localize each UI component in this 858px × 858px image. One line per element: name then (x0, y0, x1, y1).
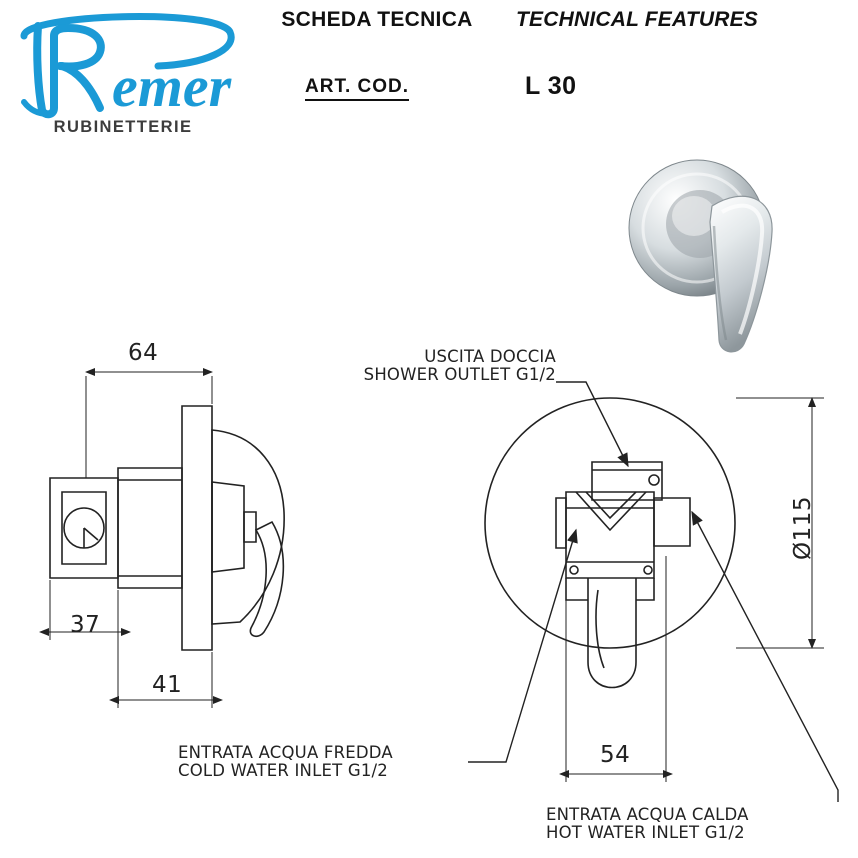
callout-hot-water-inlet-en: HOT WATER INLET G1/2 (546, 823, 745, 843)
dim-label-115: Ø115 (790, 495, 816, 560)
title-italian: SCHEDA TECNICA (281, 8, 473, 31)
callout-cold-water-inlet (178, 744, 468, 781)
dim-64 (86, 372, 212, 478)
title-english: TECHNICAL FEATURES (516, 8, 758, 31)
dim-label-37: 37 (70, 612, 101, 638)
dim-label-64: 64 (128, 340, 159, 366)
callout-cold-water-inlet-en: COLD WATER INLET G1/2 (178, 761, 388, 781)
article-code-value: L 30 (525, 72, 577, 100)
callout-hot-water-inlet (546, 806, 846, 843)
callout-shower-outlet-it: USCITA DOCCIA (424, 347, 556, 366)
callout-hot-water-inlet-it: ENTRATA ACQUA CALDA (546, 805, 749, 824)
dim-label-54: 54 (600, 742, 631, 768)
dim-label-41: 41 (152, 672, 183, 698)
front-view (485, 398, 735, 688)
svg-text:emer: emer (112, 54, 232, 119)
callout-leaders (468, 382, 838, 802)
callout-shower-outlet (316, 348, 556, 385)
callout-shower-outlet-en: SHOWER OUTLET G1/2 (363, 365, 556, 385)
brand-subtitle: RUBINETTERIE (53, 118, 193, 136)
callout-cold-water-inlet-it: ENTRATA ACQUA FREDDA (178, 743, 393, 762)
product-photo (629, 160, 772, 352)
article-code-label: ART. COD. (305, 76, 409, 101)
